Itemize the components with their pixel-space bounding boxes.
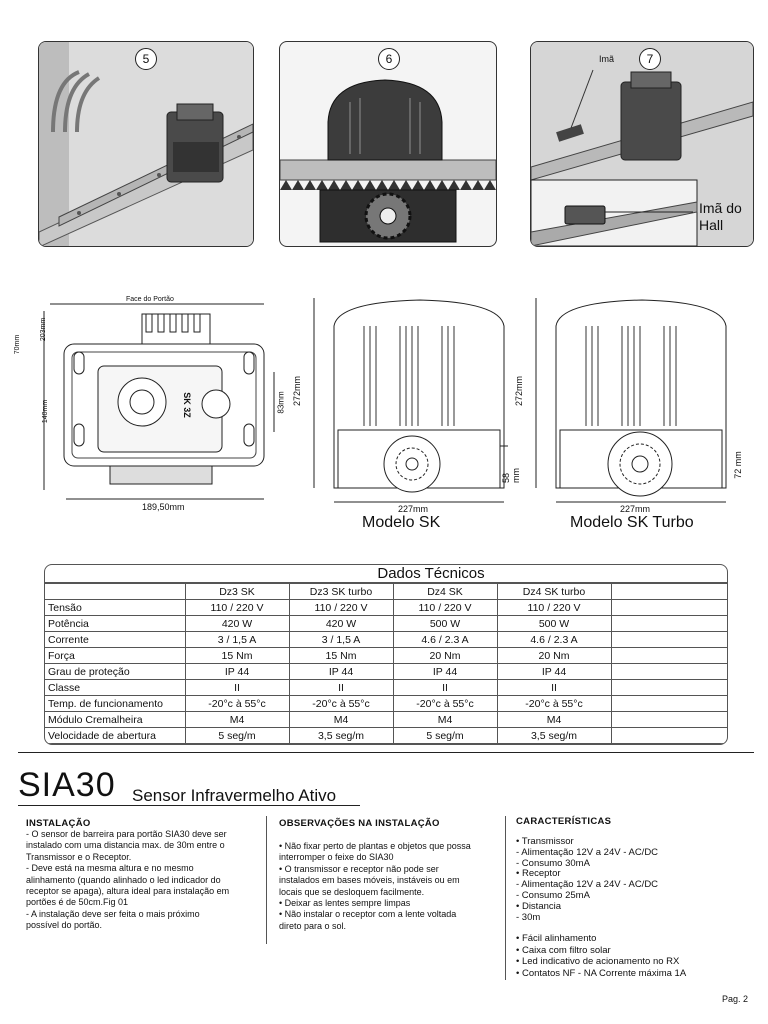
model-sk-height: 272mm bbox=[292, 375, 303, 407]
text-line: • Contatos NF - NA Corrente máxima 1A bbox=[516, 967, 687, 979]
page-number: Pag. 2 bbox=[722, 994, 749, 1004]
figure-5-panel bbox=[38, 41, 254, 247]
figure-6-panel bbox=[279, 41, 497, 247]
spec-table bbox=[45, 583, 727, 744]
text-line: instalados em bases móveis, instáveis ou em bbox=[279, 875, 460, 886]
table-cell: 20 Nm bbox=[393, 648, 497, 664]
top-view-drawing bbox=[14, 296, 296, 516]
text-line: - Consumo 25mA bbox=[516, 889, 590, 901]
text-line: • Fácil alinhamento bbox=[516, 933, 597, 945]
text-line: • Transmissor bbox=[516, 836, 574, 847]
text-line: - A instalação deve ser feita o mais próximo bbox=[26, 908, 200, 919]
text-line: - Deve está na mesma altura e no mesmo bbox=[26, 863, 194, 874]
text-line: - Consumo 30mA bbox=[516, 857, 590, 869]
table-row bbox=[45, 648, 727, 664]
table-cell: M4 bbox=[289, 712, 393, 728]
column-divider bbox=[505, 816, 506, 980]
table-row bbox=[45, 728, 727, 744]
table-cell: 110 / 220 V bbox=[393, 600, 497, 616]
model-sk-gear-dim: 58 mm bbox=[501, 468, 521, 483]
motor-gear-illustration bbox=[280, 42, 496, 246]
text-line: possível do portão. bbox=[26, 920, 103, 931]
table-cell: 3 / 1,5 A bbox=[289, 632, 393, 648]
text-line: • Não fixar perto de plantas e objetos que possa bbox=[279, 841, 471, 851]
table-cell: IP 44 bbox=[185, 664, 289, 680]
sensor-subtitle: Sensor Infravermelho Ativo bbox=[132, 786, 337, 805]
text-line: - O sensor de barreira para portão SIA30 deve ser bbox=[26, 829, 227, 839]
model-sk-turbo-drawing bbox=[516, 296, 758, 536]
table-cell: 110 / 220 V bbox=[185, 600, 289, 616]
table-cell: M4 bbox=[393, 712, 497, 728]
row-label: Corrente bbox=[45, 632, 185, 648]
body-mark: SK 3Z bbox=[181, 392, 192, 418]
top-view-outline bbox=[14, 296, 296, 516]
table-cell: IP 44 bbox=[497, 664, 611, 680]
text-line: • Led indicativo de acionamento no RX bbox=[516, 956, 680, 968]
text-line: locais que se desloquem facilmente. bbox=[279, 886, 425, 897]
table-cell: 5 seg/m bbox=[393, 728, 497, 744]
dimension-83mm: 83mm bbox=[276, 391, 286, 414]
row-label: Tensão bbox=[45, 600, 185, 616]
text-line: receptor se apaga), altura ideal para instalação em bbox=[26, 886, 230, 897]
table-cell: 420 W bbox=[289, 616, 393, 632]
table-cell: 4.6 / 2.3 A bbox=[497, 632, 611, 648]
table-cell: 500 W bbox=[497, 616, 611, 632]
table-cell: IP 44 bbox=[393, 664, 497, 680]
row-label: Grau de proteção bbox=[45, 664, 185, 680]
column-header: Dz3 SK bbox=[185, 584, 289, 600]
dimension-140mm: 140mm bbox=[42, 399, 50, 424]
hall-magnet-callout: Imã do Hall bbox=[699, 200, 742, 233]
table-row bbox=[45, 680, 727, 696]
figure-number-badge: 5 bbox=[135, 48, 157, 70]
installation-text bbox=[26, 829, 262, 932]
sensor-model-title: SIA30 bbox=[18, 766, 116, 804]
drawing-title: Face do Portão bbox=[126, 296, 174, 303]
table-cell: M4 bbox=[497, 712, 611, 728]
model-sk-turbo-gear-dim: 72 mm bbox=[732, 451, 743, 479]
column-header: Dz4 SK turbo bbox=[497, 584, 611, 600]
table-cell: 20 Nm bbox=[497, 648, 611, 664]
figure-number-badge: 7 bbox=[639, 48, 661, 70]
installation-heading: INSTALAÇÃO bbox=[26, 818, 91, 829]
row-label: Velocidade de abertura bbox=[45, 728, 185, 744]
model-sk-drawing bbox=[294, 296, 524, 536]
table-cell: 15 Nm bbox=[185, 648, 289, 664]
features-specs bbox=[516, 837, 746, 923]
observations-heading: OBSERVAÇÕES NA INSTALAÇÃO bbox=[279, 818, 440, 829]
table-header-row bbox=[45, 584, 727, 600]
table-cell: M4 bbox=[185, 712, 289, 728]
magnet-label: Imã bbox=[599, 54, 615, 64]
text-line: - Alimentação 12V a 24V - AC/DC bbox=[516, 846, 659, 858]
features-highlights bbox=[516, 933, 746, 979]
tech-data-table bbox=[44, 564, 728, 745]
section-divider bbox=[18, 752, 754, 753]
table-cell: -20°c à 55°c bbox=[185, 696, 289, 712]
table-cell: 3,5 seg/m bbox=[289, 728, 393, 744]
text-line: • Receptor bbox=[516, 868, 561, 880]
column-header: Dz4 SK bbox=[393, 584, 497, 600]
column-divider bbox=[266, 816, 267, 944]
table-cell: 5 seg/m bbox=[185, 728, 289, 744]
row-label: Classe bbox=[45, 680, 185, 696]
table-cell: II bbox=[497, 680, 611, 696]
table-cell: II bbox=[289, 680, 393, 696]
gate-motor-rack-illustration bbox=[39, 42, 253, 246]
column-header: Dz3 SK turbo bbox=[289, 584, 393, 600]
figure-number-badge: 6 bbox=[378, 48, 400, 70]
table-cell: 3,5 seg/m bbox=[497, 728, 611, 744]
figure-7-panel bbox=[530, 41, 754, 247]
features-column bbox=[516, 816, 746, 979]
table-row bbox=[45, 696, 727, 712]
text-line: - Alimentação 12V a 24V - AC/DC bbox=[516, 879, 659, 891]
table-row bbox=[45, 664, 727, 680]
observations-text bbox=[279, 841, 501, 932]
model-sk-turbo-outline bbox=[516, 296, 758, 506]
text-line: Transmissor e o Receptor. bbox=[26, 851, 132, 862]
model-sk-turbo-height: 272mm bbox=[514, 375, 525, 407]
text-line: instalado com uma distancia max. de 30m entre o bbox=[26, 840, 225, 851]
dimension-203mm: 203mm bbox=[40, 317, 48, 342]
table-cell: II bbox=[185, 680, 289, 696]
table-cell: -20°c à 55°c bbox=[289, 696, 393, 712]
model-sk-outline bbox=[294, 296, 524, 506]
table-cell: -20°c à 55°c bbox=[393, 696, 497, 712]
table-cell: 500 W bbox=[393, 616, 497, 632]
text-line: - 30m bbox=[516, 911, 541, 923]
table-cell: 110 / 220 V bbox=[497, 600, 611, 616]
dimension-70mm: 70mm bbox=[14, 334, 22, 355]
observations-column bbox=[279, 818, 501, 932]
row-label: Força bbox=[45, 648, 185, 664]
table-row bbox=[45, 616, 727, 632]
installation-column bbox=[26, 818, 262, 932]
table-row bbox=[45, 632, 727, 648]
table-cell: IP 44 bbox=[289, 664, 393, 680]
text-line: • Caixa com filtro solar bbox=[516, 944, 611, 956]
row-label: Módulo Cremalheira bbox=[45, 712, 185, 728]
dimension-width: 189,50mm bbox=[142, 502, 185, 512]
row-label: Potência bbox=[45, 616, 185, 632]
table-cell: 4.6 / 2.3 A bbox=[393, 632, 497, 648]
table-cell: II bbox=[393, 680, 497, 696]
text-line: • Distancia bbox=[516, 900, 562, 912]
text-line: • Deixar as lentes sempre limpas bbox=[279, 898, 411, 909]
text-line: portões é de 50cm.Fig 01 bbox=[26, 897, 129, 908]
table-cell: 3 / 1,5 A bbox=[185, 632, 289, 648]
title-underline bbox=[18, 805, 360, 806]
model-sk-label: Modelo SK bbox=[362, 514, 441, 531]
text-line: • O transmissor e receptor não pode ser bbox=[279, 863, 439, 874]
table-cell: -20°c à 55°c bbox=[497, 696, 611, 712]
features-heading: CARACTERÍSTICAS bbox=[516, 816, 612, 827]
row-label: Temp. de funcionamento bbox=[45, 696, 185, 712]
text-line: direto para o sol. bbox=[279, 920, 347, 931]
table-cell: 15 Nm bbox=[289, 648, 393, 664]
text-line: interromper o feixe do SIA30 bbox=[279, 852, 394, 863]
model-sk-turbo-width: 227mm bbox=[620, 504, 651, 514]
table-cell: 420 W bbox=[185, 616, 289, 632]
text-line: alinhamento (quando alinhado o led indicador do bbox=[26, 874, 221, 885]
table-row bbox=[45, 600, 727, 616]
model-sk-width: 227mm bbox=[398, 504, 429, 514]
table-row bbox=[45, 712, 727, 728]
text-line: • Não instalar o receptor com a lente voltada bbox=[279, 909, 457, 920]
table-title: Dados Técnicos bbox=[45, 565, 727, 583]
model-sk-turbo-label: Modelo SK Turbo bbox=[570, 514, 694, 531]
table-cell: 110 / 220 V bbox=[289, 600, 393, 616]
